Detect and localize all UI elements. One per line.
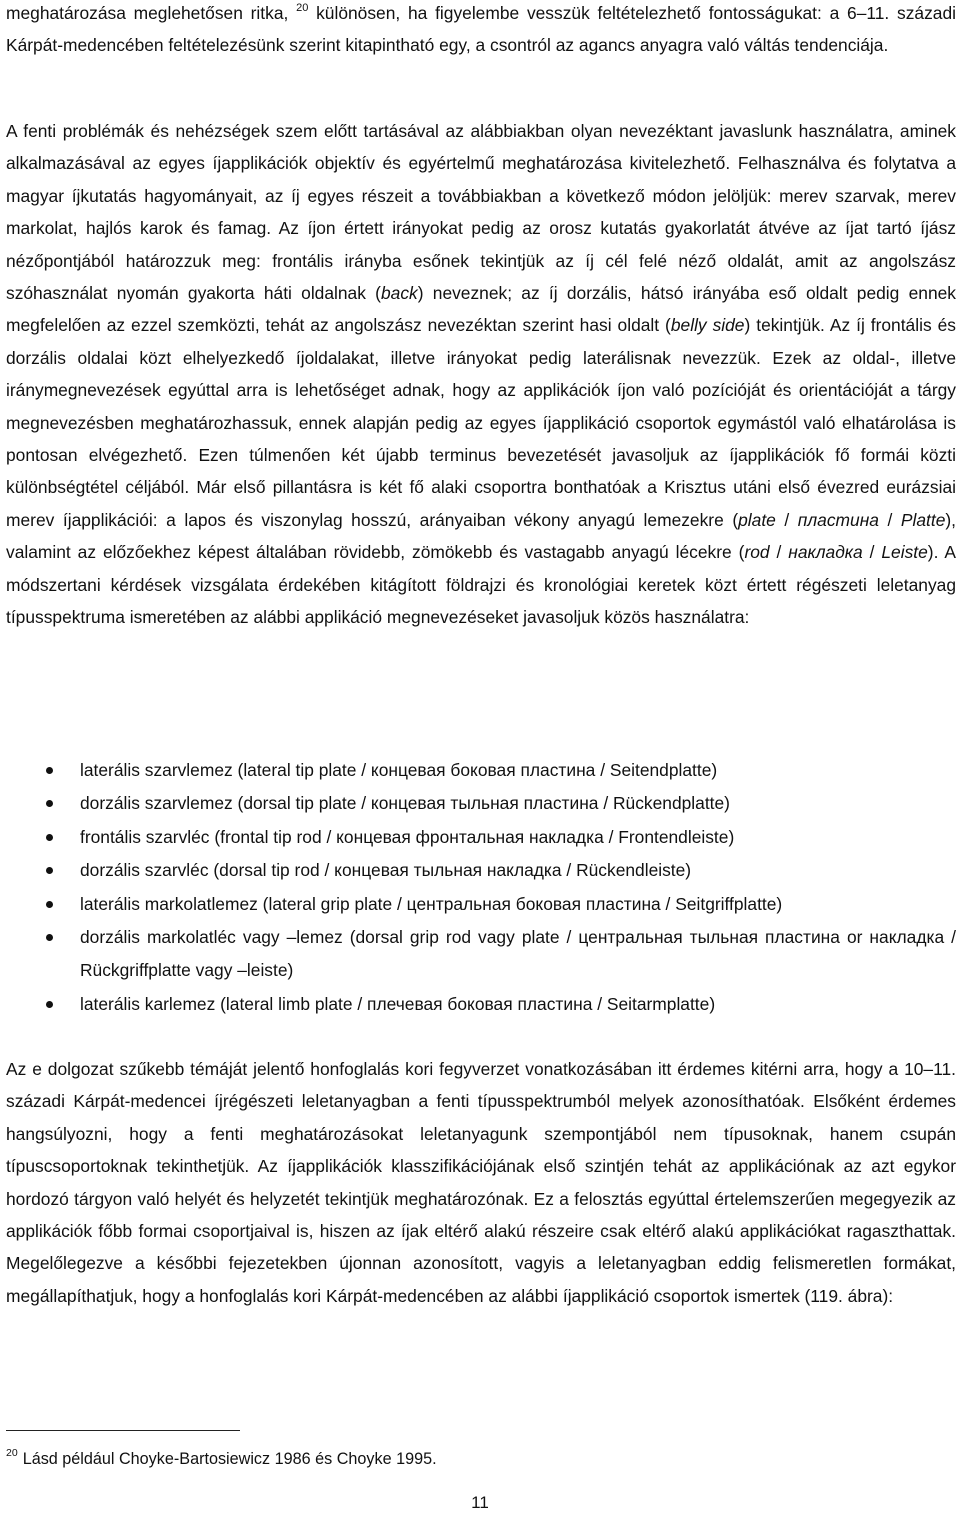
list-item xyxy=(6,787,956,820)
bullet-icon xyxy=(46,834,53,841)
paragraph-text: ) neveznek; az íj dorzális, hátsó irányába eső oldalt pedig ennek megfelelően az ezzel szemközti, tehát az angolszász nevezéktan szerint hasi oldalt ( xyxy=(6,283,956,336)
italic-term: plate xyxy=(738,509,776,530)
list-item xyxy=(6,854,956,887)
bullet-icon xyxy=(46,901,53,908)
paragraph-text: / xyxy=(878,509,901,530)
paragraph-text: különösen, ha figyelembe vesszük feltételezhető fontosságukat: a 6–11. századi Kárpát-medencében feltételezésünk szerint kitapintható egy, a csontról az agancs anyagra való váltás tendenciája. xyxy=(6,3,956,56)
bullet-icon xyxy=(46,800,53,807)
italic-term: пластина xyxy=(797,509,879,530)
footnote-reference[interactable]: 20 xyxy=(296,2,309,14)
paragraph-terminology xyxy=(6,115,956,634)
paragraph-conclusion: Az e dolgozat szűkebb témáját jelentő honfoglalás kori fegyverzet vonatkozásában itt érdemes kitérni arra, hogy a 10–11. századi Kárpát-medencei íjrégészeti leletanyagban a fenti típusspektrumból melyek azonosíthatóak. Elsőként érdemes hangsúlyozni, hogy a fenti meghatározásokat leletanyagunk szempontjából nem típusoknak, hanem csupán típuscsoportoknak tekinthetjük. Az íjapplikációk klasszifikációjának első szintjén tehát az applikációnak az azt egykor hordozó tárgyon való helyét és helyzetét tekintjük meghatározónak. Ez a felosztás egyúttal értelemszerűen megegyezik az applikációk főbb formai csoportjaival is, hiszen az íjak eltérő alakú részeire csak eltérő alakú applikációkat ragaszthattak. Megelőlegezve a későbbi fejezetekben újonnan azonosított, vagyis a leletanyagban eddig felismeretlen formákat, megállapíthatjuk, hogy a honfoglalás kori Kárpát-medencében az alábbi íjapplikáció csoportok ismertek (119. ábra): xyxy=(6,1059,956,1306)
list-item xyxy=(6,888,956,921)
list-item-text: dorzális szarvlemez (dorsal tip plate / концевая тыльная пластина / Rückendplatte) xyxy=(80,793,730,814)
paragraph-text: ) tekintjük. Az íj frontális és dorzális oldalai közt elhelyezkedő íjoldalakat, illetve irányokat pedig laterálisnak nevezzük. Ezek az oldal-, illetve iránymegnevezések egyúttal arra is lehetőséget adnak, hogy az applikációk íjon való pozícióját és orientációját a tárgy megnevezésben meghatározhassuk, ennek alapján pedig az egyes íjapplikáció csoportok egymástól való elhatárolása is pontosan elvégezhető. Ezen túlmenően két újabb terminus bevezetését javasoljuk az íjapplikációk fő formái közti különbségtétel céljából. Már első pillantásra is két fő alaki csoportra bonthatóak a Krisztus utáni első évezred eurázsiai merev íjapplikációi: a lapos és viszonylag hosszú, arányaiban vékony anyagú lemezekre ( xyxy=(6,315,956,530)
italic-term: Leiste xyxy=(881,542,928,563)
italic-term: rod xyxy=(744,542,770,563)
list-item xyxy=(6,754,956,787)
paragraph-text: A fenti problémák és nehézségek szem előtt tartásával az alábbiakban olyan nevezéktant javaslunk használatra, aminek alkalmazásával az egyes íjapplikációk objektív és egyértelmű meghatározása kivitelezhető. Felhasználva és folytatva a magyar íjkutatás hagyományait, az íj egyes részeit a továbbiakban a következő módon jelöljük: merev szarvak, merev markolat, hajlós karok és famag. Az íjon értett irányokat pedig az orosz kutatás gyakorlatát átvéve az íjat tartó íjász nézőpontjából határozzuk meg: frontális irányba esőnek tekintjük az íj cél felé néző oldalát, amit az angolszász szóhasználat nyomán gyakorta háti oldalnak ( xyxy=(6,121,956,304)
list-item-text: laterális markolatlemez (lateral grip plate / центральная боковая пластина / Seitgriffplatte) xyxy=(80,893,783,914)
bullet-icon xyxy=(46,934,53,941)
paragraph-text: / xyxy=(775,509,798,530)
list-item xyxy=(6,921,956,988)
paragraph-text: ), valamint az előzőekhez képest általában rövidebb, zömökebb és vastagabb anyagú lécekre ( xyxy=(6,509,957,563)
footnote-number: 20 xyxy=(6,1447,18,1459)
list-item-text: dorzális szarvléc (dorsal tip rod / концевая тыльная накладка / Rückendleiste) xyxy=(80,860,692,881)
list-item-text: frontális szarvléc (frontal tip rod / концевая фронтальная накладка / Frontendleiste) xyxy=(80,826,735,847)
page-number: 11 xyxy=(471,1493,489,1512)
list-item-text: dorzális markolatléc vagy –lemez (dorsal grip rod vagy plate / центральная тыльная пластина or накладка / Rückgriffplatte vagy –leiste) xyxy=(80,927,956,981)
paragraph-text: meghatározása meglehetősen ritka, xyxy=(6,3,297,23)
italic-term: back xyxy=(380,283,418,304)
list-item xyxy=(6,988,956,1021)
paragraph-text: / xyxy=(769,542,789,563)
paragraph-continued xyxy=(6,0,956,62)
list-item-text: laterális karlemez (lateral limb plate / плечевая боковая пластина / Seitarmplatte) xyxy=(80,993,716,1014)
footnote-divider xyxy=(6,1430,240,1431)
bullet-icon xyxy=(46,867,53,874)
list-item xyxy=(6,821,956,854)
list-item-text: laterális szarvlemez (lateral tip plate / концевая боковая пластина / Seitendplatte) xyxy=(80,760,718,780)
italic-term: накладка xyxy=(788,542,863,563)
italic-term: belly side xyxy=(670,315,745,336)
paragraph-text: / xyxy=(862,542,882,563)
italic-term: Platte xyxy=(900,509,946,530)
footnote xyxy=(6,1442,437,1470)
bullet-icon xyxy=(46,1001,53,1008)
footnote-text: Lásd például Choyke-Bartosiewicz 1986 és Choyke 1995. xyxy=(22,1450,437,1468)
paragraph-text: ). A módszertani kérdések vizsgálata érdekében kitágított földrajzi és kronológiai keretek közt értett régészeti leletanyag típusspektruma ismeretében az alábbi applikáció megnevezéseket javasoljuk közös használatra: xyxy=(6,542,956,628)
terminology-list xyxy=(6,754,956,1021)
bullet-icon xyxy=(46,767,53,774)
